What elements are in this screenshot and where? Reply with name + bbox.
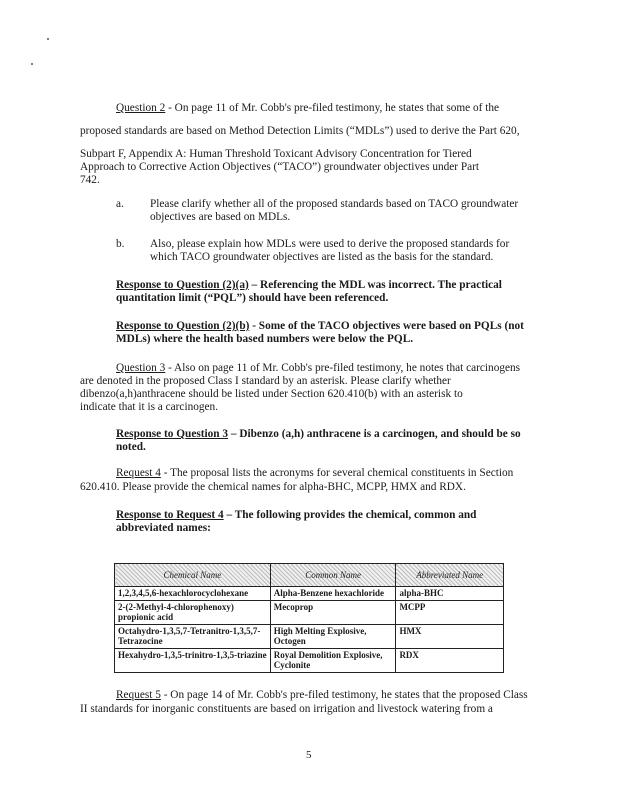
table-row bbox=[115, 587, 504, 601]
chemical-names-table bbox=[114, 563, 504, 673]
response-3-line-1: Response to Question 3 – Dibenzo (a,h) anthracene is a carcinogen, and should be so bbox=[116, 428, 521, 440]
question-2-heading: Question 2 bbox=[116, 102, 166, 114]
scan-speck bbox=[47, 38, 49, 40]
response-2a-line-1: Response to Question (2)(a) – Referencing the MDL was incorrect. The practical bbox=[116, 279, 502, 291]
question-2-line-4: Approach to Corrective Action Objectives (“TACO”) groundwater objectives under Part bbox=[80, 161, 480, 173]
abbreviation-cell: alpha-BHC bbox=[396, 587, 504, 601]
common-name-cell: Mecoprop bbox=[270, 600, 396, 624]
response-4-line-1: Response to Request 4 – The following provides the chemical, common and bbox=[116, 509, 477, 521]
item-a-line-2: objectives are based on MDLs. bbox=[150, 211, 291, 223]
item-b-marker: b. bbox=[116, 238, 125, 250]
question-3-line-3: dibenzo(a,h)anthracene should be listed under Section 620.410(b) with an asterisk to bbox=[80, 388, 463, 400]
question-2-line-5: 742. bbox=[80, 174, 100, 186]
question-3-line-2: are denoted in the proposed Class I standard by an asterisk. Please clarify whether bbox=[80, 375, 451, 387]
header-common-name: Common Name bbox=[270, 564, 396, 587]
header-chemical-name: Chemical Name bbox=[115, 564, 271, 587]
request-4-line-1: Request 4 - The proposal lists the acronyms for several chemical constituents in Section bbox=[116, 467, 514, 479]
question-2-line-3: Subpart F, Appendix A: Human Threshold Toxicant Advisory Concentration for Tiered bbox=[80, 148, 472, 160]
response-4-line-2: abbreviated names: bbox=[116, 522, 211, 534]
response-2a-line-2: quantitation limit (“PQL”) should have been referenced. bbox=[116, 292, 389, 304]
common-name-cell: Royal Demolition Explosive, Cyclonite bbox=[270, 648, 396, 672]
question-3-line-4: indicate that it is a carcinogen. bbox=[80, 401, 219, 413]
abbreviation-cell: RDX bbox=[396, 648, 504, 672]
item-a-line-1: Please clarify whether all of the proposed standards based on TACO groundwater bbox=[150, 198, 519, 210]
question-2-line-1: Question 2 - On page 11 of Mr. Cobb's pre-filed testimony, he states that some of the bbox=[116, 102, 500, 114]
table-header-row bbox=[115, 564, 504, 587]
chemical-name-cell: Hexahydro-1,3,5-trinitro-1,3,5-triazine bbox=[115, 648, 271, 672]
response-3-line-2: noted. bbox=[116, 441, 146, 453]
chemical-name-cell: 1,2,3,4,5,6-hexachlorocyclohexane bbox=[115, 587, 271, 601]
header-abbreviated-name: Abbreviated Name bbox=[396, 564, 504, 587]
item-b-line-2: which TACO groundwater objectives are listed as the basis for the standard. bbox=[150, 251, 494, 263]
request-5-heading: Request 5 bbox=[116, 689, 161, 701]
response-2a-heading: Response to Question (2)(a) bbox=[116, 279, 249, 291]
scan-speck bbox=[31, 63, 33, 65]
request-5-line-1: Request 5 - On page 14 of Mr. Cobb's pre-filed testimony, he states that the proposed Class bbox=[116, 689, 528, 701]
response-2b-line-2: MDLs) where the health based numbers were below the PQL. bbox=[116, 333, 414, 345]
common-name-cell: Alpha-Benzene hexachloride bbox=[270, 587, 396, 601]
response-3-heading: Response to Question 3 bbox=[116, 428, 229, 440]
request-5-line-2: II standards for inorganic constituents are based on irrigation and livestock watering from a bbox=[80, 703, 493, 715]
page-number: 5 bbox=[306, 749, 312, 761]
request-4-heading: Request 4 bbox=[116, 467, 161, 479]
response-4-heading: Response to Request 4 bbox=[116, 509, 224, 521]
response-2b-heading: Response to Question (2)(b) bbox=[116, 320, 250, 332]
common-name-cell: High Melting Explosive, Octogen bbox=[270, 624, 396, 648]
question-3-line-1: Question 3 - Also on page 11 of Mr. Cobb's pre-filed testimony, he notes that carcinogens bbox=[116, 362, 521, 374]
abbreviation-cell: MCPP bbox=[396, 600, 504, 624]
item-b-line-1: Also, please explain how MDLs were used to derive the proposed standards for bbox=[150, 238, 510, 250]
abbreviation-cell: HMX bbox=[396, 624, 504, 648]
chemical-name-cell: 2-(2-Methyl-4-chlorophenoxy) propionic acid bbox=[115, 600, 271, 624]
response-2b-line-1: Response to Question (2)(b) - Some of the TACO objectives were based on PQLs (not bbox=[116, 320, 524, 332]
table-row bbox=[115, 600, 504, 624]
request-4-line-2: 620.410. Please provide the chemical names for alpha-BHC, MCPP, HMX and RDX. bbox=[80, 481, 466, 493]
table-row bbox=[115, 624, 504, 648]
item-a-marker: a. bbox=[116, 198, 124, 210]
question-2-line-2: proposed standards are based on Method Detection Limits (“MDLs”) used to derive the Part 620, bbox=[80, 125, 520, 137]
question-3-heading: Question 3 bbox=[116, 362, 166, 374]
table-row bbox=[115, 648, 504, 672]
chemical-name-cell: Octahydro-1,3,5,7-Tetranitro-1,3,5,7-Tetrazocine bbox=[115, 624, 271, 648]
